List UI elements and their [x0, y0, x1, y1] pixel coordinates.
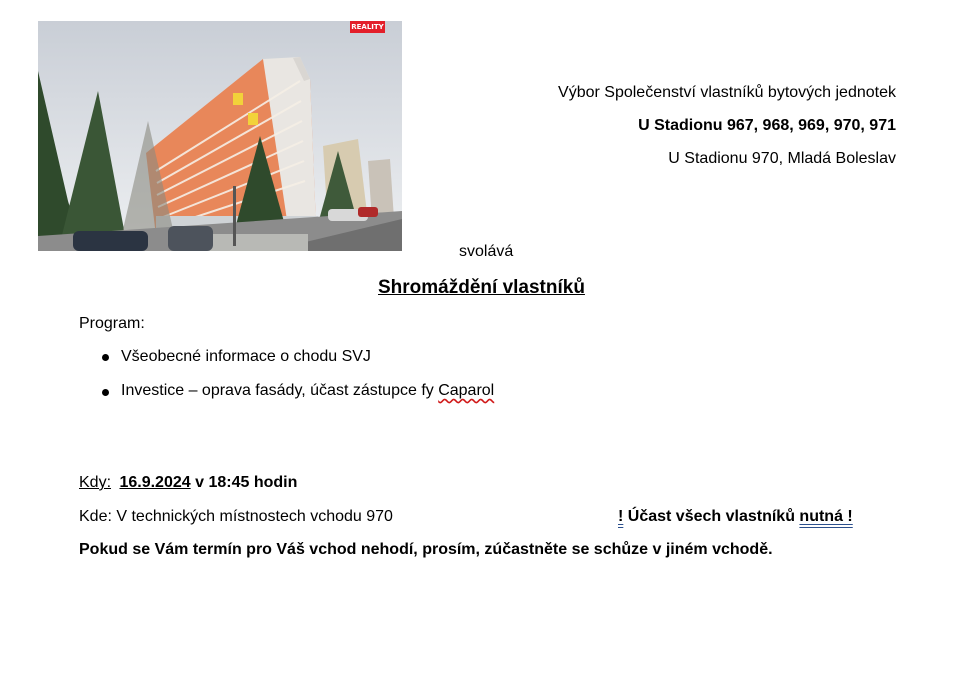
program-item-1: Všeobecné informace o chodu SVJ [121, 348, 371, 365]
meeting-time: v 18:45 hodin [190, 474, 298, 491]
convenes-text: svolává [459, 243, 514, 260]
meeting-when [79, 474, 297, 492]
committee-name: Výbor Společenství vlastníků bytových jednotek [558, 84, 896, 101]
meeting-where: Kde: V technických místnostech vchodu 970 [79, 508, 393, 525]
notice-text: Účast všech vlastníků [623, 508, 800, 525]
notice-mark: ! [618, 508, 624, 525]
committee-address: U Stadionu 970, Mladá Boleslav [668, 150, 896, 167]
building-photo [38, 21, 402, 251]
program-item-2-text: Investice – oprava fasády, účast zástupce fy [121, 382, 439, 399]
bullet-icon [102, 354, 109, 361]
notice-required: nutná ! [799, 508, 853, 525]
meeting-date: 16.9.2024 [119, 474, 191, 491]
company-name: Caparol [438, 382, 495, 399]
realty-logo-badge: REALITY [351, 23, 384, 31]
building-addresses: U Stadionu 967, 968, 969, 970, 971 [638, 117, 896, 134]
program-item-2 [121, 382, 494, 400]
attendance-notice [609, 508, 853, 526]
program-label: Program: [79, 315, 145, 332]
alternate-entrance-note: Pokud se Vám termín pro Váš vchod nehodí, prosím, zúčastněte se schůze v jiném vchodě. [79, 541, 773, 558]
bullet-icon [102, 389, 109, 396]
document-title: Shromáždění vlastníků [378, 277, 585, 298]
building-photo-illustration [38, 21, 402, 251]
when-label: Kdy: [79, 474, 112, 491]
